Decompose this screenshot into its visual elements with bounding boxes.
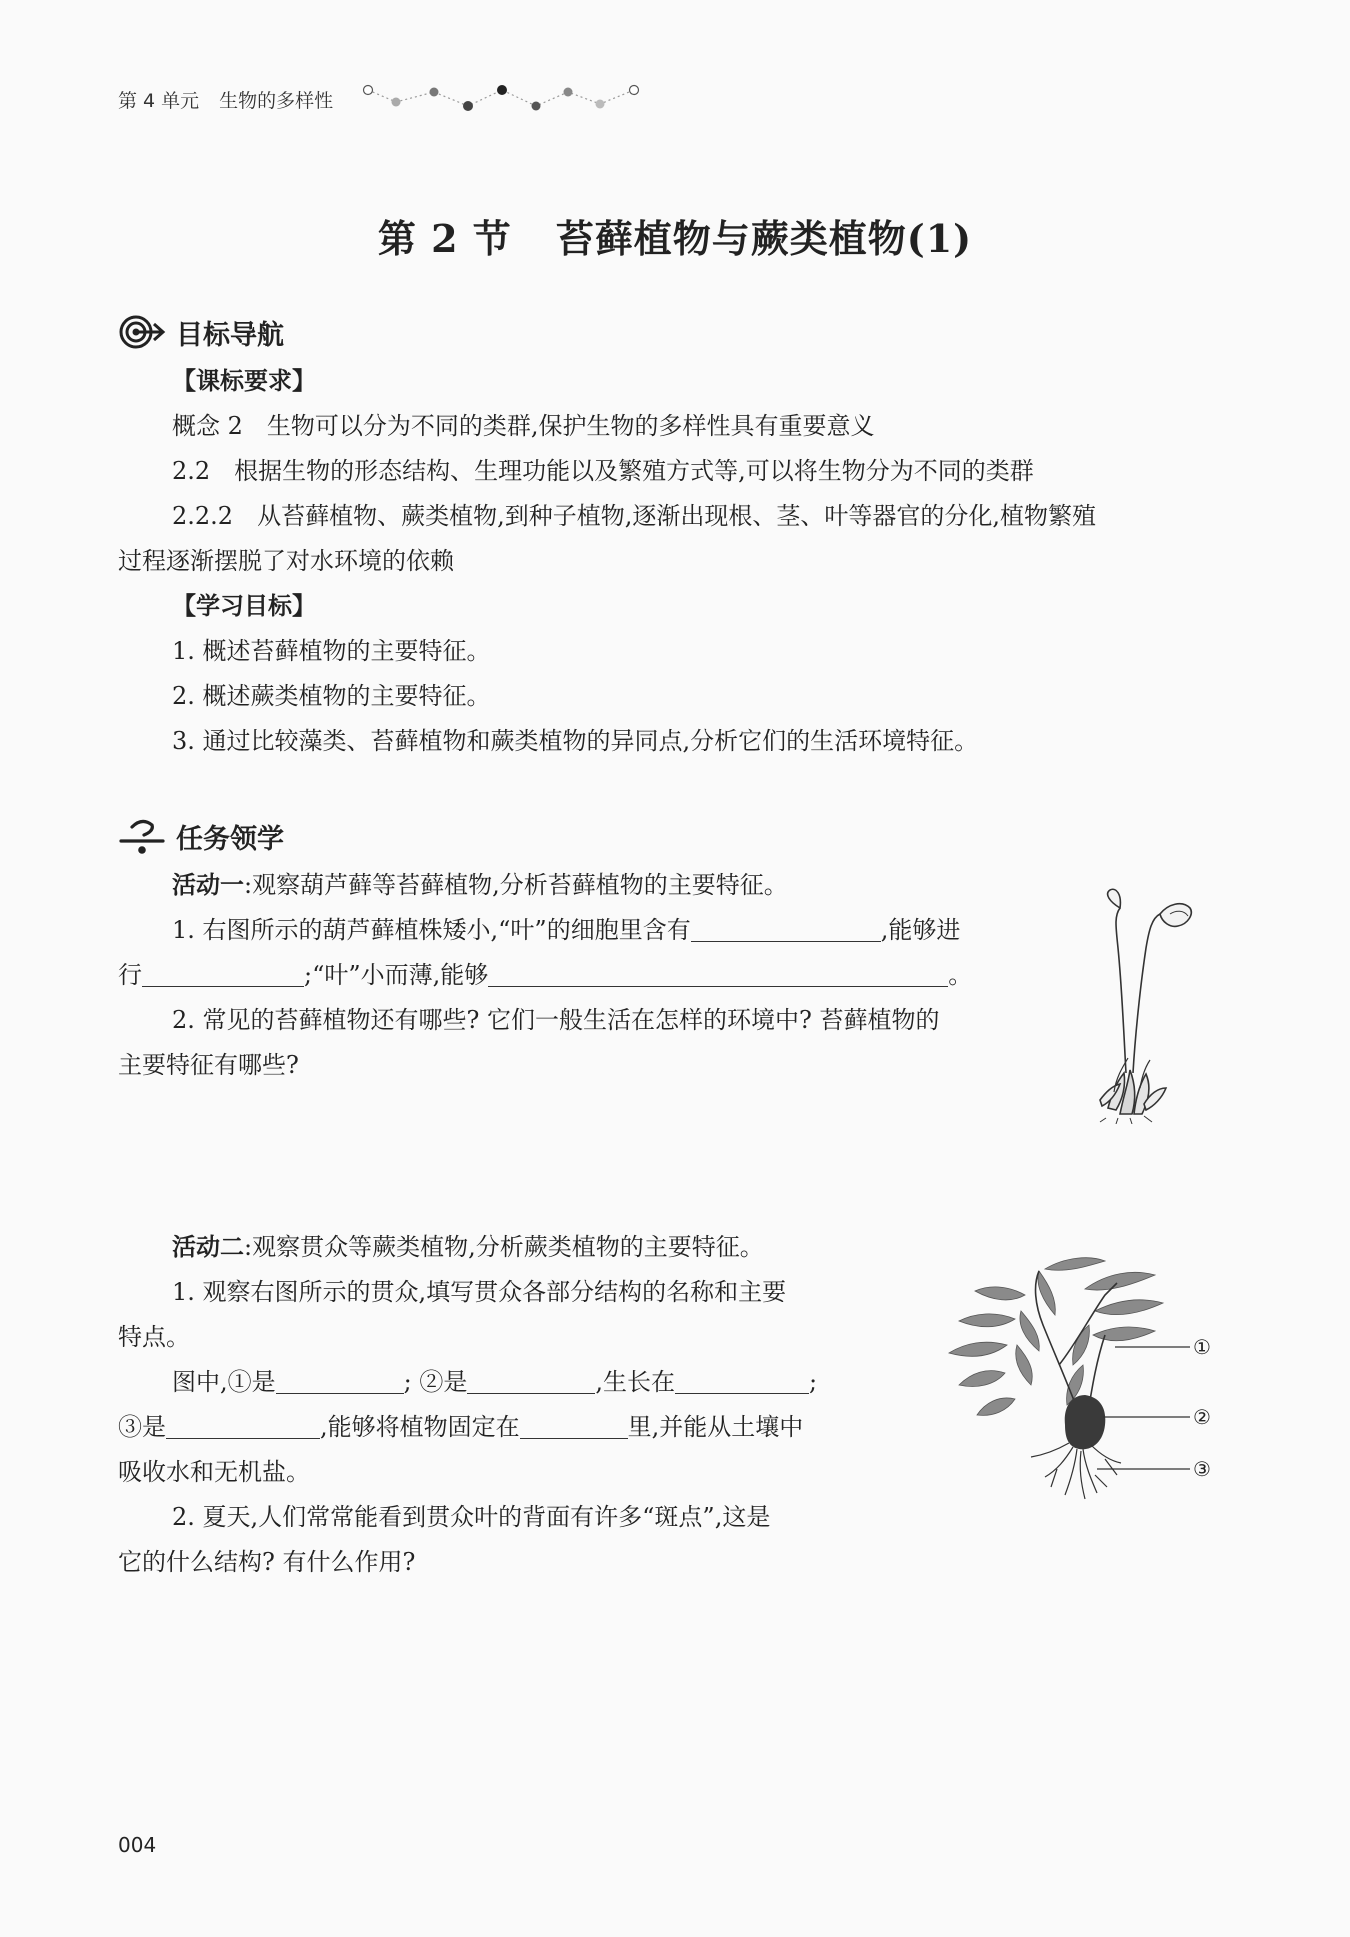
activity-2-fill-line1: 图中,①是 ; ②是 ,生长在 ; [172, 1368, 818, 1396]
unit-number: 第 4 单元 [118, 90, 200, 112]
answer-blank[interactable] [520, 1414, 628, 1439]
tasks-heading [118, 816, 284, 856]
activity-2-intro [172, 1232, 764, 1262]
curriculum-label: 【课标要求】 [172, 367, 316, 395]
activity-1-q2-line1: 2. 常见的苔藓植物还有哪些? 它们一般生活在怎样的环境中? 苔藓植物的 [172, 1006, 940, 1034]
learning-objectives-label: 【学习目标】 [172, 592, 316, 620]
activity-1-label: 活动一 [172, 871, 244, 899]
section-title-text: 苔藓植物与蕨类植物(1) [555, 216, 973, 261]
goals-heading [118, 312, 284, 352]
answer-blank[interactable] [276, 1369, 404, 1394]
unit-title: 生物的多样性 [219, 90, 334, 112]
task-guide-icon [118, 816, 166, 856]
activity-1-intro [172, 870, 788, 900]
activity-2-q2-line1: 2. 夏天,人们常常能看到贯众叶的背面有许多“斑点”,这是 [172, 1503, 771, 1531]
objective-item: 2. 概述蕨类植物的主要特征。 [172, 682, 491, 710]
activity-1-q2-line2: 主要特征有哪些? [118, 1051, 299, 1079]
concept-line: 概念 2 生物可以分为不同的类群,保护生物的多样性具有重要意义 [172, 412, 875, 440]
fern-guanzhong-illustration [935, 1255, 1215, 1500]
page-number: 004 [118, 1833, 157, 1857]
fern-label-3: ③ [1193, 1457, 1211, 1481]
answer-blank[interactable] [488, 962, 948, 987]
section-title [0, 208, 1350, 263]
target-icon [118, 312, 166, 352]
objective-item: 3. 通过比较藻类、苔藓植物和蕨类植物的异同点,分析它们的生活环境特征。 [172, 727, 979, 755]
activity-2-q2-line2: 它的什么结构? 有什么作用? [118, 1548, 416, 1576]
fern-label-1: ① [1193, 1335, 1211, 1359]
fern-label-2: ② [1193, 1405, 1211, 1429]
answer-blank[interactable] [467, 1369, 595, 1394]
activity-2-fill-line3: 吸收水和无机盐。 [118, 1458, 310, 1486]
standard-2-2-2-cont: 过程逐渐摆脱了对水环境的依赖 [118, 547, 454, 575]
activity-2-q1-line1: 1. 观察右图所示的贯众,填写贯众各部分结构的名称和主要 [172, 1278, 787, 1306]
goals-heading-text: 目标导航 [176, 319, 284, 351]
answer-blank[interactable] [142, 962, 304, 987]
standard-2-2-2: 2.2.2 从苔藓植物、蕨类植物,到种子植物,逐渐出现根、茎、叶等器官的分化,植物繁殖 [172, 502, 1096, 530]
header-dots-decoration [362, 80, 642, 116]
activity-1-text: :观察葫芦藓等苔藓植物,分析苔藓植物的主要特征。 [244, 871, 788, 899]
activity-2-text: :观察贯众等蕨类植物,分析蕨类植物的主要特征。 [244, 1233, 764, 1261]
running-header [118, 86, 333, 113]
answer-blank[interactable] [691, 917, 881, 942]
activity-2-q1-line2: 特点。 [118, 1323, 190, 1351]
section-number: 第 2 节 [377, 216, 512, 261]
activity-1-q1-line1: 1. 右图所示的葫芦藓植株矮小,“叶”的细胞里含有 ,能够进 [172, 916, 961, 944]
activity-1-q1-line2: 行 ;“叶”小而薄,能够 。 [118, 961, 973, 989]
standard-2-2: 2.2 根据生物的形态结构、生理功能以及繁殖方式等,可以将生物分为不同的类群 [172, 457, 1034, 485]
objective-item: 1. 概述苔藓植物的主要特征。 [172, 637, 491, 665]
funaria-moss-illustration [1086, 888, 1206, 1124]
answer-blank[interactable] [675, 1369, 809, 1394]
activity-2-label: 活动二 [172, 1233, 244, 1261]
tasks-heading-text: 任务领学 [176, 823, 284, 855]
activity-2-fill-line2: ③是 ,能够将植物固定在 里,并能从土壤中 [118, 1413, 804, 1441]
answer-blank[interactable] [166, 1414, 320, 1439]
